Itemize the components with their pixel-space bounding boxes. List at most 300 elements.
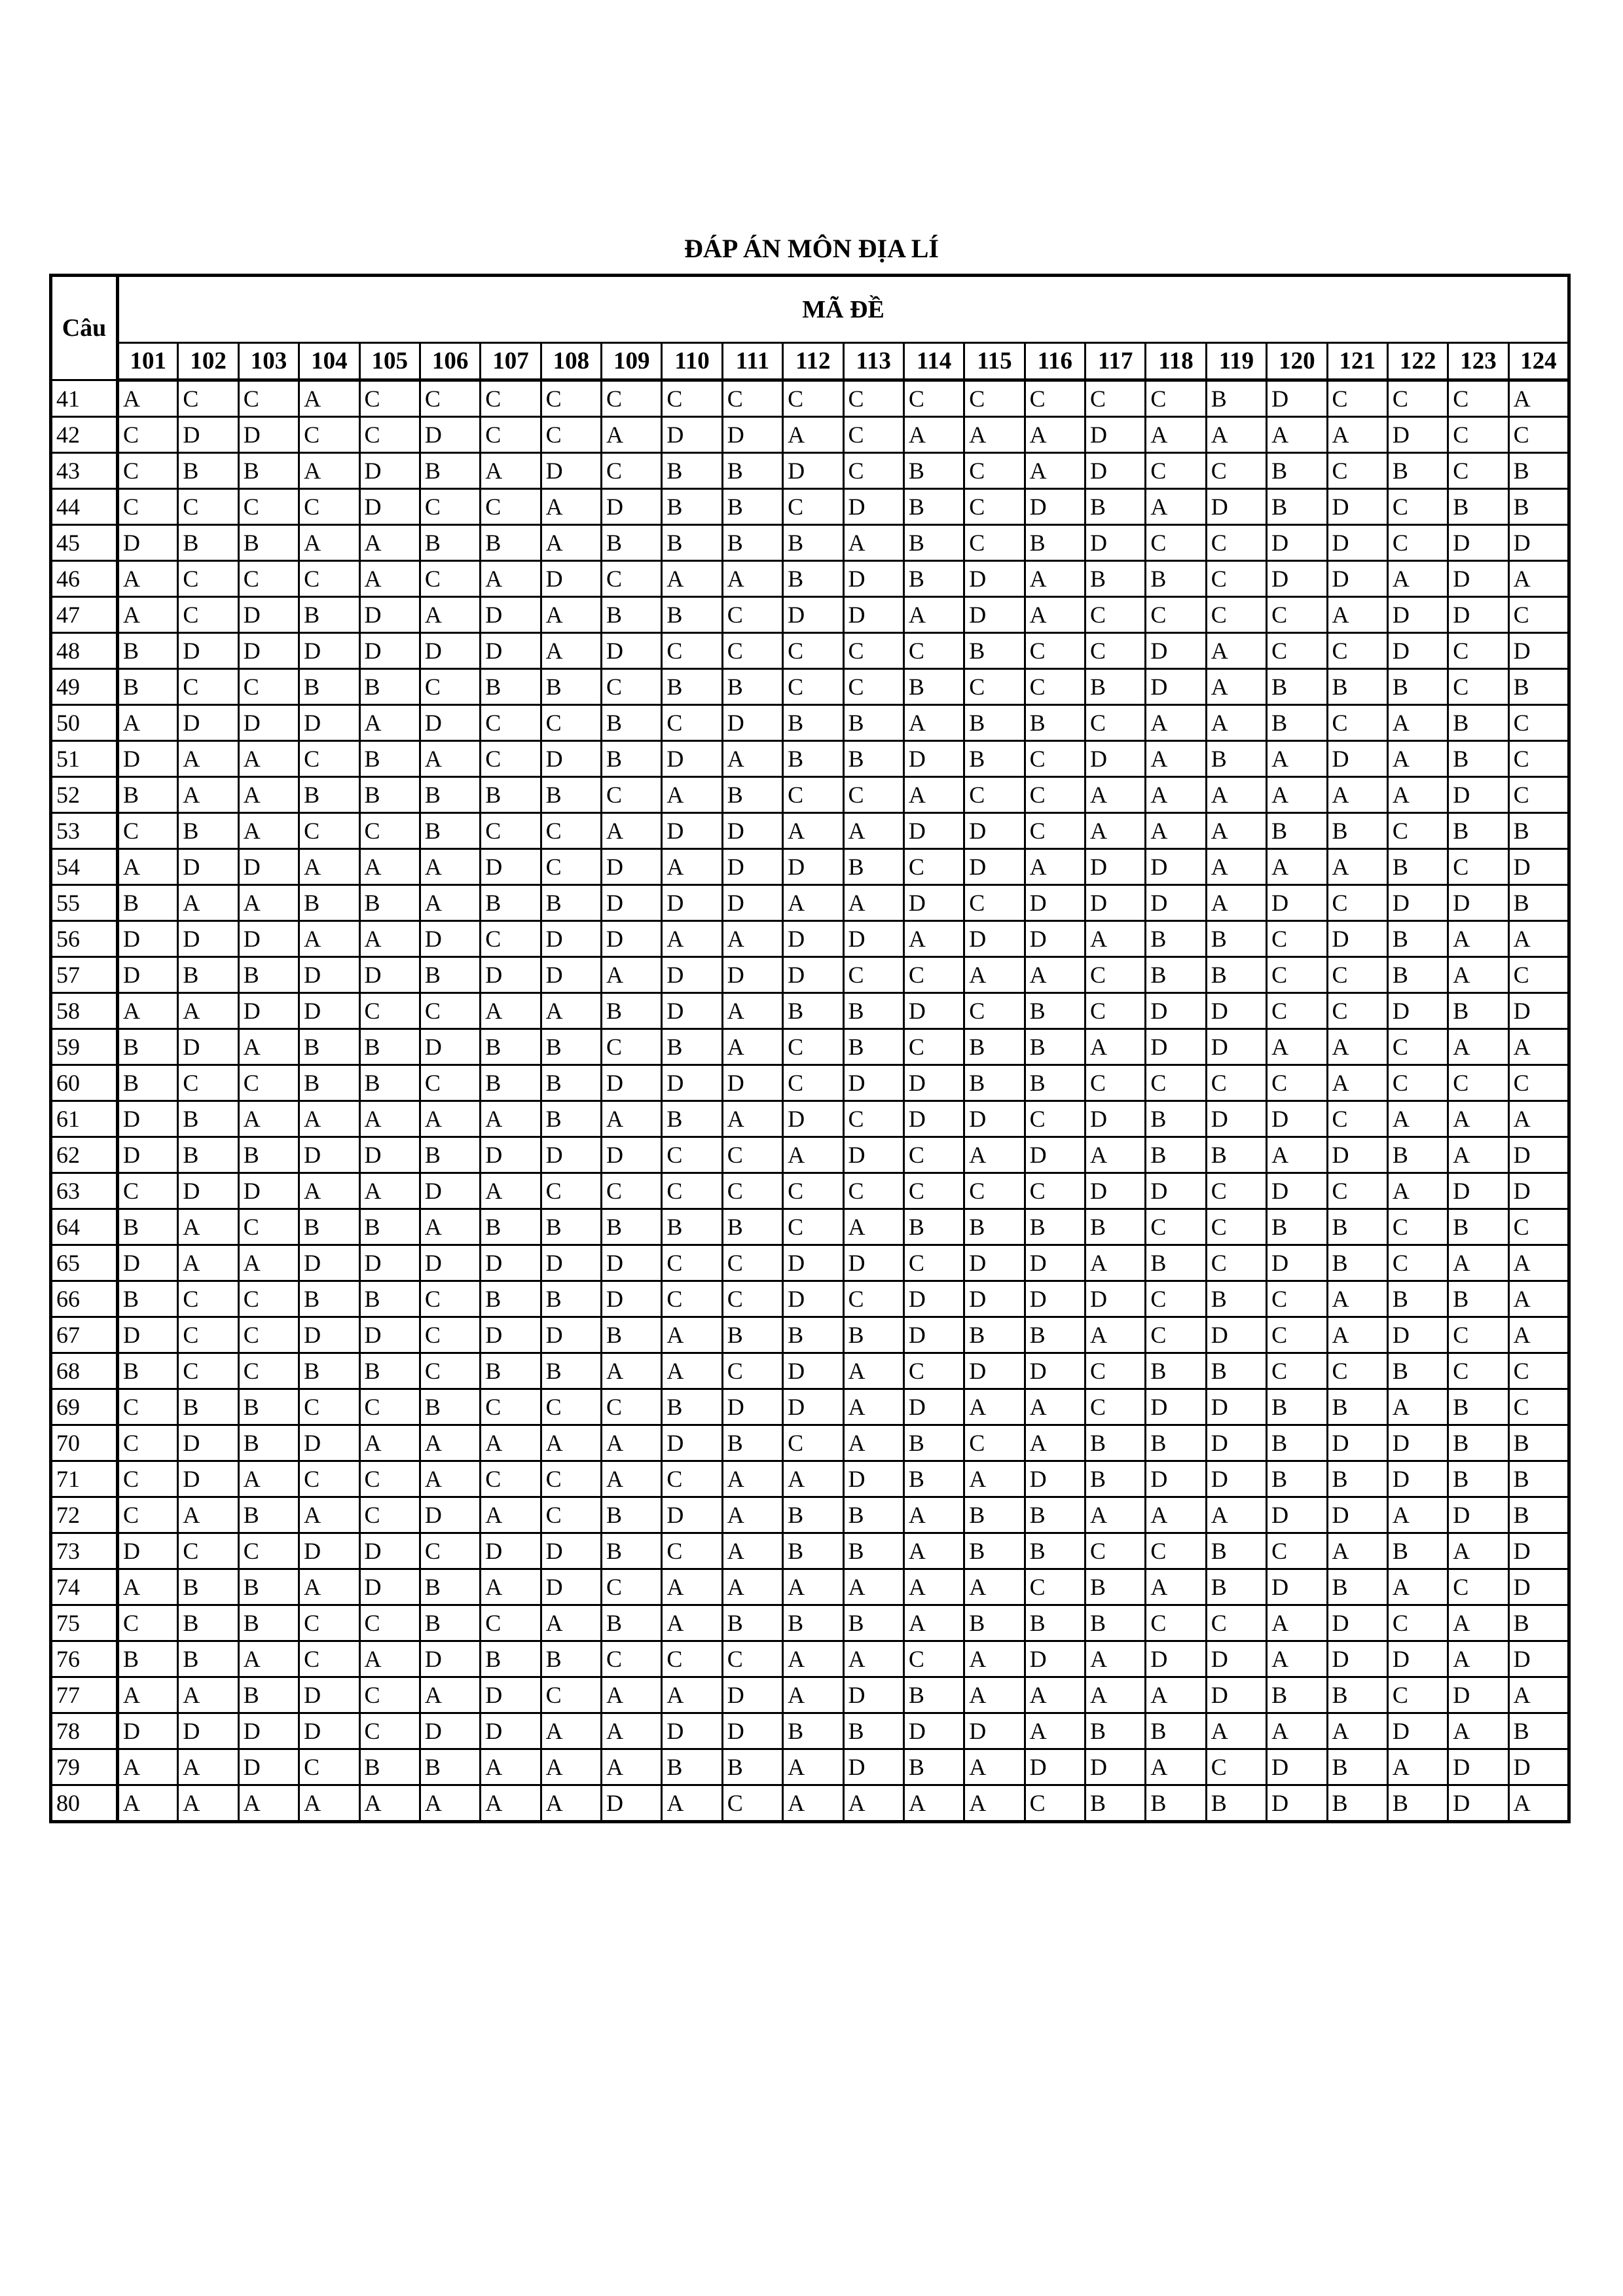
answer-cell: D (662, 1425, 722, 1461)
answer-cell: D (1387, 1461, 1448, 1497)
answer-cell: D (662, 417, 722, 453)
question-number: 69 (51, 1389, 118, 1425)
answer-cell: D (964, 921, 1025, 957)
answer-cell: D (1327, 1641, 1387, 1677)
answer-cell: D (903, 1713, 964, 1749)
answer-cell: D (420, 921, 480, 957)
answer-cell: A (359, 849, 420, 885)
question-number: 50 (51, 705, 118, 741)
answer-cell: B (722, 1209, 782, 1245)
answer-cell: C (420, 1065, 480, 1101)
answer-cell: C (359, 380, 420, 417)
answer-cell: A (602, 1101, 662, 1137)
question-number: 73 (51, 1533, 118, 1569)
answer-cell: C (1267, 597, 1327, 633)
header-code-101: 101 (118, 343, 178, 380)
answer-cell: D (118, 1101, 178, 1137)
answer-cell: D (1327, 1605, 1387, 1641)
answer-cell: C (1025, 633, 1085, 669)
answer-cell: C (1025, 1569, 1085, 1605)
answer-cell: C (420, 1533, 480, 1569)
answer-cell: D (420, 705, 480, 741)
answer-cell: A (964, 1749, 1025, 1785)
answer-cell: D (964, 1245, 1025, 1281)
answer-cell: D (1206, 1029, 1266, 1065)
answer-cell: B (1508, 1713, 1569, 1749)
answer-cell: D (903, 813, 964, 849)
answer-cell: C (178, 380, 238, 417)
answer-cell: C (1206, 1173, 1266, 1209)
answer-cell: A (964, 1641, 1025, 1677)
answer-cell: C (1206, 561, 1266, 597)
answer-cell: D (1025, 1137, 1085, 1173)
question-number: 66 (51, 1281, 118, 1317)
answer-cell: C (1508, 741, 1569, 777)
answer-cell: C (1085, 957, 1146, 993)
answer-cell: C (299, 561, 359, 597)
answer-cell: D (843, 1065, 903, 1101)
answer-cell: D (541, 741, 601, 777)
answer-cell: A (541, 1713, 601, 1749)
answer-cell: C (964, 1425, 1025, 1461)
answer-cell: B (1327, 1569, 1387, 1605)
answer-cell: A (1085, 1029, 1146, 1065)
answer-cell: C (964, 489, 1025, 525)
answer-cell: A (1206, 1713, 1266, 1749)
answer-cell: D (602, 633, 662, 669)
table-row (51, 1281, 1569, 1317)
answer-cell: C (299, 1749, 359, 1785)
answer-cell: B (178, 1137, 238, 1173)
answer-cell: B (299, 1065, 359, 1101)
answer-cell: A (359, 921, 420, 957)
answer-cell: B (118, 669, 178, 705)
answer-cell: D (964, 561, 1025, 597)
table-row (51, 1461, 1569, 1497)
answer-cell: C (1327, 453, 1387, 489)
answer-cell: C (118, 1389, 178, 1425)
answer-cell: D (722, 849, 782, 885)
answer-cell: B (420, 1137, 480, 1173)
answer-cell: D (722, 1389, 782, 1425)
answer-cell: D (420, 1497, 480, 1533)
answer-cell: B (1025, 993, 1085, 1029)
answer-cell: C (541, 849, 601, 885)
answer-cell: D (178, 633, 238, 669)
answer-cell: D (722, 813, 782, 849)
answer-cell: B (964, 1605, 1025, 1641)
answer-cell: C (481, 1461, 541, 1497)
answer-cell: D (178, 1425, 238, 1461)
answer-cell: C (359, 1713, 420, 1749)
answer-cell: C (1146, 1209, 1206, 1245)
answer-cell: A (722, 1461, 782, 1497)
answer-cell: B (178, 1101, 238, 1137)
answer-cell: A (1387, 777, 1448, 813)
answer-cell: A (1146, 777, 1206, 813)
table-row (51, 993, 1569, 1029)
table-row (51, 885, 1569, 921)
answer-cell: D (722, 885, 782, 921)
answer-cell: D (1327, 741, 1387, 777)
answer-cell: A (843, 1389, 903, 1425)
answer-cell: B (1327, 1785, 1387, 1822)
answer-cell: A (118, 1677, 178, 1713)
answer-cell: C (662, 1533, 722, 1569)
table-row (51, 1713, 1569, 1749)
header-code-124: 124 (1508, 343, 1569, 380)
answer-cell: D (783, 453, 843, 489)
answer-cell: C (1327, 380, 1387, 417)
answer-cell: A (662, 1785, 722, 1822)
answer-cell: C (722, 1641, 782, 1677)
table-row (51, 921, 1569, 957)
answer-cell: B (722, 489, 782, 525)
answer-cell: B (1448, 993, 1508, 1029)
answer-cell: C (1508, 417, 1569, 453)
answer-cell: D (1025, 1353, 1085, 1389)
table-row (51, 957, 1569, 993)
answer-cell: C (118, 1497, 178, 1533)
answer-cell: D (481, 849, 541, 885)
question-number: 78 (51, 1713, 118, 1749)
answer-cell: C (662, 1173, 722, 1209)
answer-cell: D (118, 1533, 178, 1569)
answer-cell: D (481, 1713, 541, 1749)
answer-cell: B (964, 633, 1025, 669)
answer-cell: C (541, 1497, 601, 1533)
answer-cell: C (783, 1209, 843, 1245)
answer-cell: D (541, 1569, 601, 1605)
answer-cell: A (1206, 1497, 1266, 1533)
answer-cell: D (359, 489, 420, 525)
answer-cell: D (1025, 489, 1085, 525)
answer-cell: D (359, 1137, 420, 1173)
answer-cell: C (299, 1461, 359, 1497)
answer-cell: A (118, 849, 178, 885)
answer-cell: B (299, 669, 359, 705)
answer-cell: C (420, 489, 480, 525)
answer-cell: C (1327, 993, 1387, 1029)
answer-cell: D (359, 633, 420, 669)
answer-cell: B (1448, 1209, 1508, 1245)
answer-cell: D (1267, 1497, 1327, 1533)
answer-cell: C (1085, 380, 1146, 417)
answer-cell: D (964, 1101, 1025, 1137)
answer-cell: B (1448, 813, 1508, 849)
answer-cell: C (903, 1029, 964, 1065)
answer-cell: B (481, 1029, 541, 1065)
answer-cell: A (359, 561, 420, 597)
answer-cell: D (238, 705, 299, 741)
question-number: 67 (51, 1317, 118, 1353)
answer-cell: A (238, 1101, 299, 1137)
answer-cell: C (722, 1281, 782, 1317)
answer-cell: D (1267, 1245, 1327, 1281)
answer-cell: B (1508, 489, 1569, 525)
answer-cell: B (299, 777, 359, 813)
answer-cell: B (1085, 489, 1146, 525)
answer-cell: C (783, 633, 843, 669)
answer-cell: A (1387, 705, 1448, 741)
answer-cell: B (1206, 1353, 1266, 1389)
answer-cell: A (1206, 849, 1266, 885)
answer-cell: A (238, 1785, 299, 1822)
answer-cell: D (1146, 1029, 1206, 1065)
answer-cell: A (1327, 1029, 1387, 1065)
answer-cell: A (1327, 597, 1387, 633)
answer-cell: B (1085, 561, 1146, 597)
answer-cell: A (299, 1569, 359, 1605)
answer-cell: A (722, 741, 782, 777)
answer-cell: C (481, 813, 541, 849)
answer-cell: A (964, 957, 1025, 993)
answer-cell: D (481, 1533, 541, 1569)
answer-cell: D (662, 1713, 722, 1749)
answer-cell: C (1206, 1749, 1266, 1785)
answer-cell: A (1508, 1101, 1569, 1137)
answer-cell: A (1025, 849, 1085, 885)
answer-cell: D (481, 1677, 541, 1713)
answer-cell: B (783, 561, 843, 597)
answer-cell: D (1085, 1749, 1146, 1785)
answer-cell: C (662, 380, 722, 417)
answer-cell: B (118, 885, 178, 921)
answer-cell: C (1206, 525, 1266, 561)
page-title: ĐÁP ÁN MÔN ĐỊA LÍ (684, 234, 939, 263)
answer-cell: B (359, 1749, 420, 1785)
header-code-118: 118 (1146, 343, 1206, 380)
answer-cell: B (1085, 1785, 1146, 1822)
answer-cell: D (541, 1533, 601, 1569)
answer-cell: A (420, 597, 480, 633)
answer-cell: C (903, 849, 964, 885)
answer-cell: B (1327, 1749, 1387, 1785)
answer-cell: B (420, 1389, 480, 1425)
answer-cell: D (118, 1245, 178, 1281)
question-number: 47 (51, 597, 118, 633)
answer-cell: C (843, 453, 903, 489)
answer-cell: B (1327, 1677, 1387, 1713)
answer-cell: B (359, 1353, 420, 1389)
answer-cell: A (1085, 1137, 1146, 1173)
answer-cell: C (1146, 1605, 1206, 1641)
answer-cell: A (964, 1677, 1025, 1713)
question-number: 75 (51, 1605, 118, 1641)
answer-cell: D (178, 417, 238, 453)
answer-cell: A (420, 1425, 480, 1461)
question-number: 61 (51, 1101, 118, 1137)
answer-cell: C (1025, 669, 1085, 705)
answer-cell: C (1146, 380, 1206, 417)
answer-cell: D (1206, 1677, 1266, 1713)
answer-cell: B (1085, 1569, 1146, 1605)
answer-cell: B (662, 489, 722, 525)
table-row (51, 1569, 1569, 1605)
answer-cell: B (662, 1101, 722, 1137)
answer-cell: D (1085, 849, 1146, 885)
answer-cell: D (238, 633, 299, 669)
answer-cell: C (238, 1281, 299, 1317)
answer-cell: C (541, 417, 601, 453)
answer-cell: C (662, 1461, 722, 1497)
answer-cell: B (481, 1209, 541, 1245)
answer-cell: A (783, 1677, 843, 1713)
header-code-108: 108 (541, 343, 601, 380)
header-code-115: 115 (964, 343, 1025, 380)
answer-cell: B (481, 1353, 541, 1389)
answer-cell: C (1327, 1353, 1387, 1389)
answer-cell: A (1206, 813, 1266, 849)
answer-cell: C (1206, 1065, 1266, 1101)
answer-cell: C (843, 633, 903, 669)
answer-cell: C (238, 1317, 299, 1353)
answer-cell: C (1025, 380, 1085, 417)
answer-cell: D (1448, 885, 1508, 921)
answer-cell: A (1448, 1605, 1508, 1641)
answer-cell: C (1387, 813, 1448, 849)
answer-cell: A (843, 1425, 903, 1461)
table-row (51, 741, 1569, 777)
answer-cell: A (1206, 777, 1266, 813)
answer-cell: B (359, 1209, 420, 1245)
answer-cell: B (602, 705, 662, 741)
answer-cell: C (541, 380, 601, 417)
answer-cell: B (843, 993, 903, 1029)
answer-cell: B (1508, 1605, 1569, 1641)
answer-cell: B (1025, 1533, 1085, 1569)
answer-cell: C (722, 633, 782, 669)
answer-cell: A (662, 1317, 722, 1353)
answer-cell: A (420, 849, 480, 885)
answer-cell: B (903, 1425, 964, 1461)
answer-cell: C (1085, 1065, 1146, 1101)
answer-cell: C (420, 993, 480, 1029)
answer-cell: C (1267, 1533, 1327, 1569)
answer-cell: D (843, 597, 903, 633)
answer-cell: C (903, 1353, 964, 1389)
answer-cell: C (359, 1677, 420, 1713)
answer-cell: B (1146, 1101, 1206, 1137)
answer-cell: C (481, 1605, 541, 1641)
answer-cell: D (1206, 1425, 1266, 1461)
answer-cell: B (178, 1569, 238, 1605)
answer-cell: D (420, 1245, 480, 1281)
answer-cell: B (1508, 1461, 1569, 1497)
answer-cell: D (359, 1245, 420, 1281)
answer-cell: D (1267, 1749, 1327, 1785)
answer-cell: D (722, 957, 782, 993)
answer-cell: B (299, 885, 359, 921)
answer-cell: D (299, 957, 359, 993)
answer-cell: C (1387, 380, 1448, 417)
answer-cell: D (722, 705, 782, 741)
answer-cell: A (1448, 1641, 1508, 1677)
question-number: 45 (51, 525, 118, 561)
answer-cell: B (238, 1389, 299, 1425)
header-code-116: 116 (1025, 343, 1085, 380)
answer-cell: D (420, 417, 480, 453)
question-number: 64 (51, 1209, 118, 1245)
answer-cell: A (602, 1425, 662, 1461)
answer-cell: D (1085, 885, 1146, 921)
answer-cell: C (1508, 597, 1569, 633)
answer-cell: A (420, 1677, 480, 1713)
answer-cell: C (783, 1065, 843, 1101)
answer-cell: A (359, 1173, 420, 1209)
table-row (51, 669, 1569, 705)
answer-cell: D (1448, 1173, 1508, 1209)
answer-cell: B (481, 885, 541, 921)
answer-cell: B (178, 1641, 238, 1677)
answer-cell: C (178, 561, 238, 597)
answer-cell: B (783, 1533, 843, 1569)
answer-cell: D (481, 1317, 541, 1353)
answer-cell: D (722, 1677, 782, 1713)
answer-cell: B (964, 1533, 1025, 1569)
answer-cell: B (602, 525, 662, 561)
answer-cell: A (299, 1497, 359, 1533)
answer-cell: D (662, 957, 722, 993)
answer-cell: A (1025, 1425, 1085, 1461)
answer-cell: D (964, 1281, 1025, 1317)
answer-cell: D (118, 1713, 178, 1749)
answer-cell: D (783, 921, 843, 957)
answer-cell: C (722, 597, 782, 633)
answer-cell: C (903, 633, 964, 669)
answer-cell: A (783, 1785, 843, 1822)
answer-cell: A (1206, 885, 1266, 921)
answer-cell: D (359, 453, 420, 489)
answer-cell: C (722, 1785, 782, 1822)
answer-cell: B (1327, 669, 1387, 705)
question-number: 56 (51, 921, 118, 957)
answer-cell: A (1267, 417, 1327, 453)
answer-cell: B (238, 957, 299, 993)
header-code-113: 113 (843, 343, 903, 380)
question-number: 77 (51, 1677, 118, 1713)
answer-cell: C (1267, 633, 1327, 669)
answer-cell: A (1025, 1713, 1085, 1749)
answer-cell: B (1025, 1605, 1085, 1641)
answer-cell: C (299, 417, 359, 453)
answer-cell: A (1146, 1677, 1206, 1713)
answer-cell: D (662, 1497, 722, 1533)
answer-cell: A (1206, 669, 1266, 705)
answer-cell: A (541, 1749, 601, 1785)
answer-cell: D (1146, 849, 1206, 885)
answer-cell: B (1327, 1209, 1387, 1245)
answer-cell: D (1508, 1533, 1569, 1569)
answer-cell: D (359, 1569, 420, 1605)
answer-cell: A (299, 849, 359, 885)
question-number: 54 (51, 849, 118, 885)
answer-cell: B (541, 669, 601, 705)
answer-cell: B (1387, 1533, 1448, 1569)
answer-cell: A (238, 1245, 299, 1281)
answer-cell: D (299, 705, 359, 741)
answer-cell: C (1448, 849, 1508, 885)
answer-cell: C (903, 1245, 964, 1281)
answer-cell: D (1206, 1389, 1266, 1425)
answer-cell: B (1146, 921, 1206, 957)
answer-cell: B (238, 1569, 299, 1605)
answer-cell: A (1025, 1389, 1085, 1425)
answer-cell: D (1146, 669, 1206, 705)
answer-cell: B (662, 1749, 722, 1785)
answer-cell: A (118, 597, 178, 633)
answer-cell: B (1206, 921, 1266, 957)
